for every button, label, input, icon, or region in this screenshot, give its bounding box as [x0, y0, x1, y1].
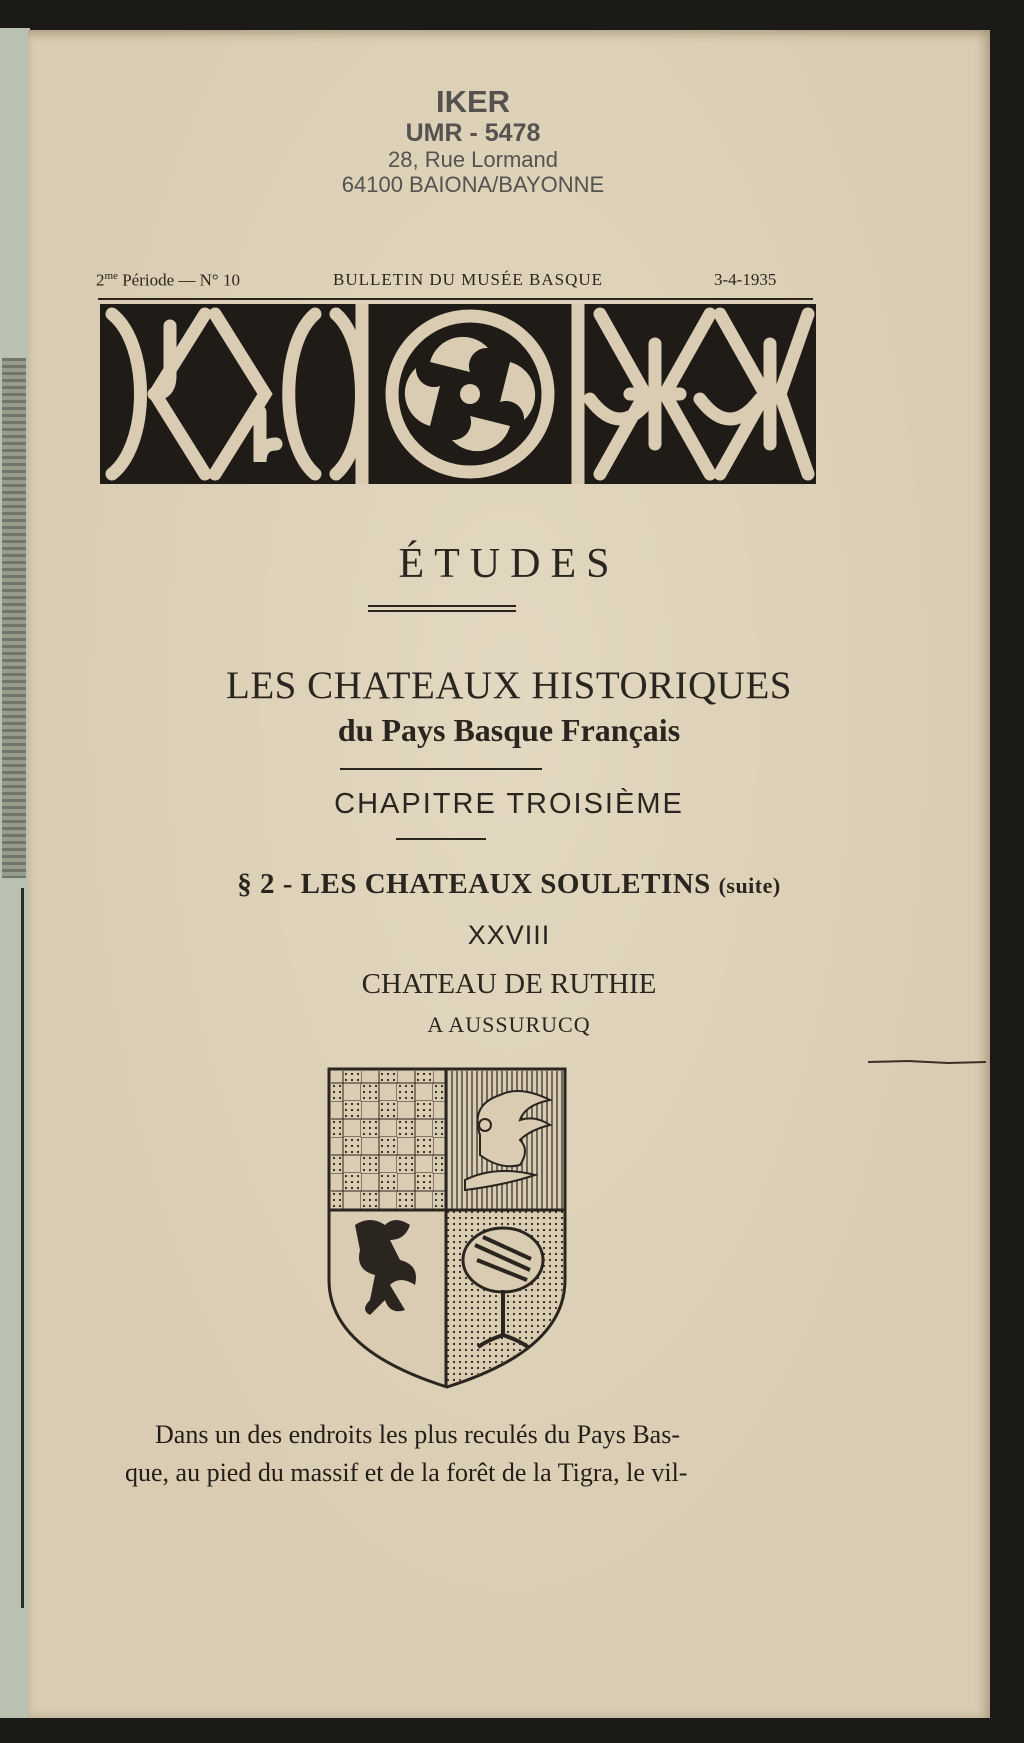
basque-ornamental-frieze: [100, 304, 816, 484]
paragraph-suffix: (suite): [718, 873, 781, 898]
chapter-rule: [396, 838, 486, 840]
stamp-line-2: UMR - 5478: [405, 119, 541, 147]
adjacent-page-frame: [3, 888, 24, 1608]
roman-numeral: XXVIII: [467, 920, 551, 950]
body-line: que, au pied du massif et de la forêt de la Tigra, le vil-: [125, 1458, 688, 1487]
chateau-location: A AUSSURUCQ: [427, 1012, 591, 1037]
period-superscript: me: [104, 270, 118, 282]
coat-of-arms: [325, 1065, 569, 1391]
chapter-heading: CHAPITRE TROISIÈME: [334, 788, 684, 820]
article-body: [125, 1416, 797, 1492]
article-title: LES CHATEAUX HISTORIQUES: [226, 664, 792, 707]
header-rule: [98, 298, 813, 300]
library-stamp: [278, 85, 668, 197]
paragraph-heading: [28, 868, 990, 901]
stamp-line-4: 64100 BAIONA/BAYONNE: [341, 172, 605, 197]
adjacent-page-edge: [0, 28, 30, 1718]
bulletin-title: BULLETIN DU MUSÉE BASQUE: [333, 270, 604, 289]
paragraph-heading-text: § 2 - LES CHATEAUX SOULETINS: [237, 868, 711, 900]
chateau-name: CHATEAU DE RUTHIE: [361, 968, 657, 1000]
stamp-line-1: IKER: [435, 84, 511, 119]
article-subtitle: du Pays Basque Français: [337, 712, 681, 748]
body-line: Dans un des endroits les plus reculés du Pays Bas-: [155, 1420, 680, 1449]
period-label: $2^{me}$ Période — N° 10: [96, 270, 240, 290]
document-page: [28, 30, 990, 1718]
issue-date: 3-4-1935: [714, 270, 777, 289]
section-heading: ÉTUDES: [398, 541, 620, 587]
page-tear: [868, 1060, 986, 1064]
stamp-line-3: 28, Rue Lormand: [388, 147, 558, 172]
adjacent-page-illustration: [2, 358, 26, 878]
section-double-rule: [368, 605, 516, 612]
title-rule: [340, 768, 542, 770]
